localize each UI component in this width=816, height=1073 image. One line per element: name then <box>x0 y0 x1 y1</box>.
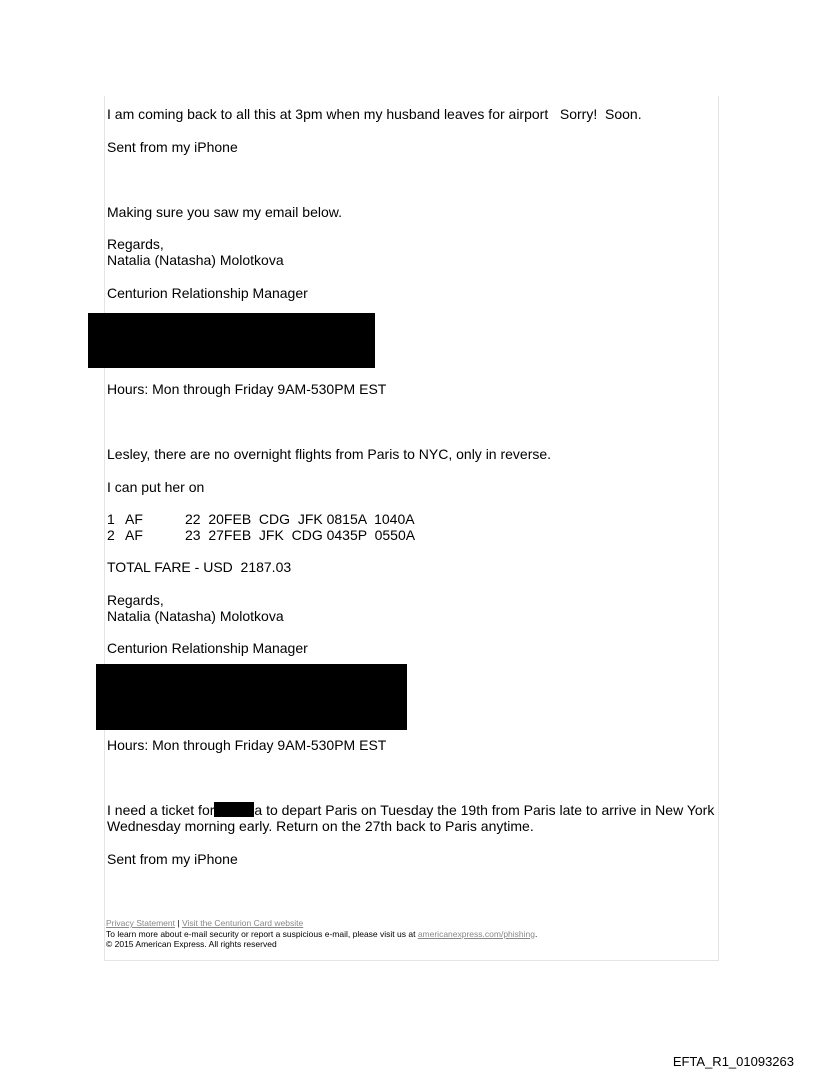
itinerary-table <box>107 511 415 543</box>
segment-airline: AF <box>125 511 143 527</box>
message-signature: Sent from my iPhone <box>107 851 238 867</box>
privacy-statement-link[interactable]: Privacy Statement <box>106 918 175 928</box>
footer-links <box>106 918 537 929</box>
inline-redaction <box>214 802 254 817</box>
security-text: To learn more about e-mail security or report a suspicious e-mail, please visit us at <box>106 928 418 939</box>
footer-separator: | <box>177 918 180 928</box>
message-body: Making sure you saw my email below. <box>107 204 342 220</box>
redaction-block <box>96 664 407 730</box>
phishing-link[interactable]: americanexpress.com/phishing <box>417 928 535 939</box>
segment-number: 1 <box>107 511 115 527</box>
office-hours: Hours: Mon through Friday 9AM-530PM EST <box>107 737 387 753</box>
email-footer <box>106 918 537 950</box>
copyright-text: © 2015 American Express. All rights reserved <box>106 939 277 949</box>
sender-name: Natalia (Natasha) Molotkova <box>107 252 284 268</box>
message-text: I need a ticket for <box>107 802 215 818</box>
segment-details: 23 27FEB JFK CDG 0435P 0550A <box>185 527 416 543</box>
sender-name: Natalia (Natasha) Molotkova <box>107 608 284 624</box>
security-notice <box>106 929 537 940</box>
itinerary-row <box>107 511 415 527</box>
message-intro: I can put her on <box>107 479 205 495</box>
centurion-website-link[interactable]: Visit the Centurion Card website <box>181 918 304 928</box>
message-text: a to depart Paris on Tuesday the 19th from Paris late to arrive in New York <box>254 802 715 818</box>
message-body: Lesley, there are no overnight flights from Paris to NYC, only in reverse. <box>107 446 552 462</box>
total-fare: TOTAL FARE - USD 2187.03 <box>107 559 292 575</box>
security-period: . <box>534 928 538 939</box>
itinerary-row <box>107 527 415 543</box>
segment-number: 2 <box>107 527 115 543</box>
office-hours: Hours: Mon through Friday 9AM-530PM EST <box>107 381 387 397</box>
sender-title: Centurion Relationship Manager <box>107 640 308 656</box>
segment-details: 22 20FEB CDG JFK 0815A 1040A <box>185 511 415 527</box>
regards-text: Regards, <box>107 592 164 608</box>
message-body <box>107 802 714 818</box>
regards-text: Regards, <box>107 236 164 252</box>
message-body-line2: Wednesday morning early. Return on the 27th back to Paris anytime. <box>107 818 534 834</box>
redaction-block <box>88 313 375 368</box>
sender-title: Centurion Relationship Manager <box>107 285 308 301</box>
document-id: EFTA_R1_01093263 <box>672 1054 794 1069</box>
message-signature: Sent from my iPhone <box>107 139 238 155</box>
segment-airline: AF <box>125 527 143 543</box>
message-body: I am coming back to all this at 3pm when my husband leaves for airport Sorry! Soon. <box>107 106 642 122</box>
